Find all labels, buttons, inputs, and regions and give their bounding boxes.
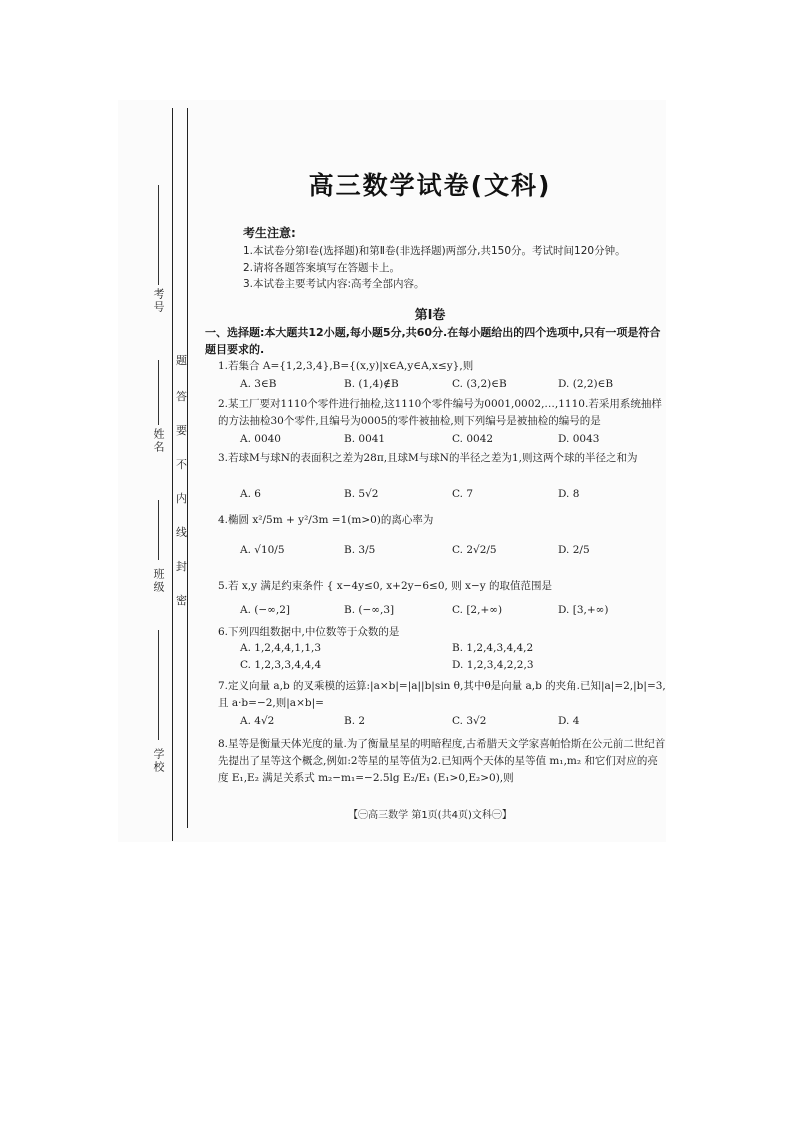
option-c: C. [2,+∞)	[452, 604, 503, 616]
question-5: 5.若 x,y 满足约束条件 { x−4y≤0, x+2y−6≤0, 则 x−y 的取值范围是	[218, 580, 553, 592]
question-8: 8.星等是衡量天体光度的量.为了衡量星星的明暗程度,古希腊天文学家喜帕恰斯在公元前二世纪首先提出了星等这个概念,例如:2等星的星等值为2.已知两个天体的星等值 m₁,m₂ 和它们对应的亮度 E₁,E₂ 满足关系式 m₂−m₁=−2.5lg E₂/E₁ (E₁>0,E₂>0),则	[218, 738, 666, 784]
option-d: D. [3,+∞)	[558, 604, 609, 616]
option-c: C. 7	[452, 488, 474, 500]
exam-title: 高三数学试卷(文科)	[308, 171, 552, 200]
seal-char: 线	[176, 526, 187, 539]
option-c: C. 2√2/5	[452, 544, 497, 556]
option-a: A. (−∞,2]	[240, 604, 291, 616]
name-label: 姓名	[152, 428, 165, 454]
question-7: 7.定义向量 a,b 的叉乘模的运算:|a×b|=|a||b|sin θ,其中θ是向量 a,b 的夹角.已知|a|=2,|b|=3,且 a·b=−2,则|a×b|=	[218, 680, 666, 709]
option-d: D. 2/5	[558, 544, 590, 556]
option-d: D. 8	[558, 488, 580, 500]
option-c: C. 0042	[452, 433, 494, 445]
seal-char: 答	[176, 390, 187, 403]
seal-char: 题	[176, 354, 187, 367]
option-c: C. (3,2)∈B	[452, 378, 507, 390]
notice-item: 1.本试卷分第Ⅰ卷(选择题)和第Ⅱ卷(非选择题)两部分,共150分。考试时间120分钟。	[243, 245, 626, 257]
option-b: B. 2	[344, 715, 366, 727]
notice-heading: 考生注意:	[243, 226, 296, 240]
option-b: B. 1,2,4,3,4,4,2	[452, 642, 534, 654]
option-d: D. 4	[558, 715, 580, 727]
class-label: 班级	[152, 568, 165, 594]
option-a: A. √10/5	[240, 544, 285, 556]
seal-char: 不	[176, 458, 187, 471]
seal-char: 封	[176, 560, 187, 573]
name-line	[158, 360, 159, 425]
option-a: A. 3∈B	[240, 378, 277, 390]
option-b: B. (−∞,3]	[344, 604, 395, 616]
question-3: 3.若球M与球N的表面积之差为28π,且球M与球N的半径之差为1,则这两个球的半径之和为	[218, 452, 638, 464]
exam-number-line	[158, 185, 159, 285]
seal-char: 内	[176, 492, 187, 505]
option-b: B. 0041	[344, 433, 386, 445]
option-d: D. (2,2)∈B	[558, 378, 614, 390]
option-c: C. 3√2	[452, 715, 487, 727]
exam-number-label: 考号	[152, 288, 165, 314]
option-d: D. 1,2,3,4,2,2,3	[452, 659, 534, 671]
option-a: A. 6	[240, 488, 261, 500]
option-a: A. 0040	[240, 433, 281, 445]
question-6: 6.下列四组数据中,中位数等于众数的是	[218, 626, 400, 638]
seal-char: 要	[176, 424, 187, 437]
question-1: 1.若集合 A={1,2,3,4},B={(x,y)|x∈A,y∈A,x≤y},则	[218, 360, 474, 372]
option-d: D. 0043	[558, 433, 600, 445]
option-b: B. 3/5	[344, 544, 376, 556]
option-a: A. 1,2,4,4,1,1,3	[240, 642, 322, 654]
option-b: B. (1,4)∉B	[344, 378, 399, 390]
part-heading: 一、选择题:本大题共12小题,每小题5分,共60分.在每小题给出的四个选项中,只有一项是符合题目要求的.	[205, 326, 661, 356]
option-a: A. 4√2	[240, 715, 275, 727]
scanned-page	[118, 100, 666, 842]
option-b: B. 5√2	[344, 488, 379, 500]
page-footer: 【㊀高三数学 第1页(共4页)文科㊀】	[348, 810, 512, 821]
binding-line-inner	[187, 108, 188, 828]
question-2: 2.某工厂要对1110个零件进行抽检,这1110个零件编号为0001,0002,…,1110.若采用系统抽样的方法抽检30个零件,且编号为0005的零件被抽检,则下列编号是被抽检的编号的是	[218, 398, 662, 427]
school-line	[158, 630, 159, 740]
school-label: 学校	[152, 748, 165, 774]
option-c: C. 1,2,3,3,4,4,4	[240, 659, 322, 671]
class-line	[158, 500, 159, 560]
section-title: 第Ⅰ卷	[414, 308, 446, 323]
binding-line-outer	[172, 108, 173, 841]
seal-char: 密	[176, 594, 187, 607]
notice-item: 2.请将各题答案填写在答题卡上。	[243, 262, 401, 274]
question-4: 4.椭圆 x²/5m + y²/3m =1(m>0)的离心率为	[218, 514, 434, 526]
notice-item: 3.本试卷主要考试内容:高考全部内容。	[243, 278, 425, 290]
